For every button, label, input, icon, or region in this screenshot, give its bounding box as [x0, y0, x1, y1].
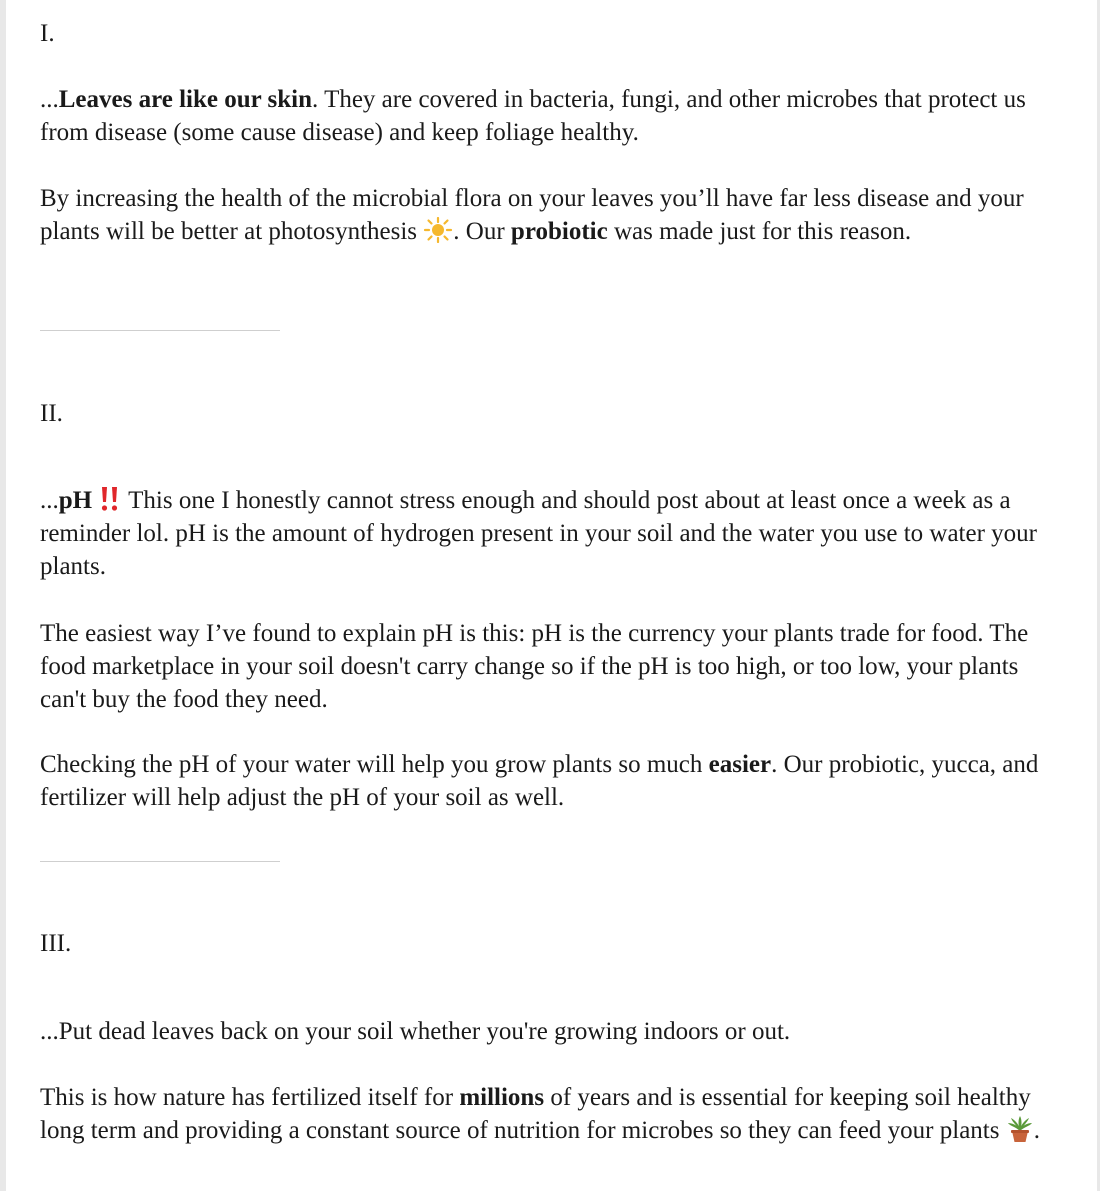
section-divider [40, 861, 280, 862]
section-1-paragraph-2 [40, 182, 1070, 248]
bold-word: easier [708, 751, 772, 778]
paragraph-text: This is how nature has fertilized itself for [40, 1084, 460, 1111]
paragraph-text: . Our [453, 218, 511, 245]
section-numeral-2: II. [40, 400, 63, 427]
bold-word: probiotic [510, 218, 608, 245]
ellipsis-prefix: ... [40, 86, 59, 113]
section-numeral-1: I. [40, 20, 55, 47]
section-3-paragraph-1: ...Put dead leaves back on your soil whether you're growing indoors or out. [40, 1018, 791, 1045]
paragraph-text: . They are covered in bacteria, fungi, and other microbes that protect us from disease (some cause disease) and keep foliage healthy. [40, 86, 1026, 146]
left-frame-edge [0, 0, 6, 1191]
section-1-paragraph-1 [40, 83, 1070, 149]
paragraph-text: of years and is essential for keeping soil healthy long term and providing a constant source of nutrition for microbes so they can feed your plants [40, 1084, 1031, 1144]
section-2-paragraph-3 [40, 748, 1070, 814]
paragraph-text: was made just for this reason. [607, 218, 912, 245]
bold-word: pH [58, 487, 93, 514]
section-2-paragraph-1 [40, 484, 1070, 583]
section-3-paragraph-2 [40, 1081, 1070, 1147]
ellipsis-prefix: ... [40, 487, 59, 514]
section-2-paragraph-2: The easiest way I’ve found to explain pH is this: pH is the currency your plants trade for food. The food marketplace in your soil doesn't carry change so if the pH is too high, or too low, your plants can't buy the food they need. [40, 620, 1029, 713]
paragraph-text: This one I honestly cannot stress enough and should post about at least once a week as a reminder lol. pH is the amount of hydrogen present in your soil and the water you use to water your plants. [40, 487, 1037, 580]
section-numeral-3: III. [40, 930, 72, 957]
bold-phrase: Leaves are like our skin [58, 86, 313, 113]
paragraph-text: By increasing the health of the microbial flora on your leaves you’ll have far less disease and your plants will be better at photosynthesis [40, 185, 1024, 245]
paragraph-text: . [1033, 1117, 1040, 1144]
paragraph-text: Checking the pH of your water will help you grow plants so much [40, 751, 709, 778]
sun-icon [423, 217, 453, 243]
section-divider [40, 330, 280, 331]
potted-plant-icon [1006, 1115, 1034, 1143]
paragraph-text: . Our probiotic, yucca, and fertilizer will help adjust the pH of your soil as well. [40, 751, 1039, 811]
bold-word: millions [459, 1084, 545, 1111]
double-exclamation-icon [98, 485, 122, 513]
